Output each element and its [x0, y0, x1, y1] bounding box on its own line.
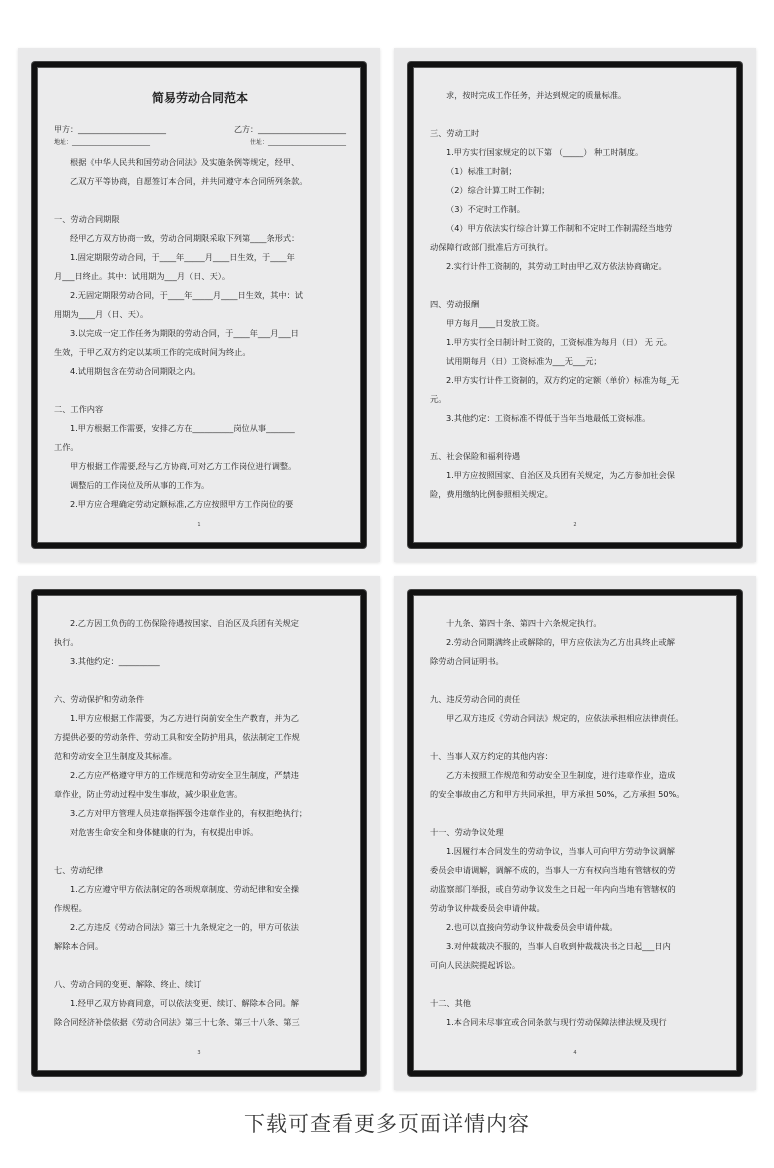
- text-line: 十九条、第四十条、第四十六条规定执行。: [446, 618, 602, 628]
- text-line: 除劳动合同证明书。: [430, 656, 504, 666]
- paragraph-gap: [430, 276, 722, 295]
- text-line: 1.本合同未尽事宜或合同条款与现行劳动保障法律法规及现行: [446, 1017, 667, 1027]
- text-line: 2.劳动合同期满终止或解除的，甲方应依法为乙方出具终止或解: [446, 637, 675, 647]
- text-line: 3.对仲裁裁决不服的，当事人自收到仲裁裁决书之日起___日内: [446, 941, 671, 951]
- paragraph-gap: [430, 804, 722, 823]
- page-content: [54, 86, 346, 514]
- document-title: 简易劳动合同范本: [151, 91, 248, 105]
- party-b-field: 乙方：______________________: [234, 125, 346, 134]
- text-line: 动保障行政部门批准后方可执行。: [430, 242, 553, 252]
- text-line: 3.其他约定：工资标准不得低于当年当地最低工资标准。: [446, 413, 651, 423]
- text-line: 甲方每月____日发放工资。: [446, 318, 545, 328]
- text-line: 范和劳动安全卫生制度及其标准。: [54, 751, 177, 761]
- text-line: 除合同经济补偿依据《劳动合同法》第三十七条、第三十八条、第三: [54, 1017, 300, 1027]
- page-content: [430, 86, 722, 504]
- text-line: 对危害生命安全和身体健康的行为，有权提出申诉。: [70, 827, 259, 837]
- section-heading: 一、劳动合同期限: [54, 214, 120, 224]
- text-line: 1.经甲乙双方协商同意，可以依法变更、续订、解除本合同。解: [70, 998, 299, 1008]
- section-heading: 十、当事人双方约定的其他内容：: [430, 751, 553, 761]
- text-line: 险，费用缴纳比例参照相关规定。: [430, 489, 553, 499]
- text-line: （4）甲方依法实行综合计算工作制和不定时工作制需经当地劳: [446, 223, 673, 233]
- text-line: 1.甲方根据工作需要，安排乙方在__________岗位从事_______: [70, 423, 295, 433]
- section-heading: 三、劳动工时: [430, 128, 480, 138]
- party-line: [54, 122, 346, 137]
- text-line: 方提供必要的劳动条件、劳动工具和安全防护用具，依法制定工作规: [54, 732, 300, 742]
- section-heading: 八、劳动合同的变更、解除、终止、续订: [54, 979, 202, 989]
- page-number: 4: [573, 1050, 577, 1056]
- text-line: 调整后的工作岗位及所从事的工作为。: [70, 480, 210, 490]
- text-line: 3.以完成一定工作任务为期限的劳动合同，于____年___月___日: [70, 328, 299, 338]
- text-line: 用期为____月（日、天）。: [54, 309, 149, 319]
- text-line: 试用期每月（日）工资标准为___无___元；: [446, 356, 602, 366]
- text-line: 根据《中华人民共和国劳动合同法》及实施条例等规定，经甲、: [70, 157, 300, 167]
- text-line: 1.甲方实行全日制计时工资的，工资标准为每月（日） 无 元。: [446, 337, 672, 347]
- address-b-field: 住址：__________________________: [249, 139, 346, 146]
- section-heading: 九、违反劳动合同的责任: [430, 694, 521, 704]
- section-heading: 五、社会保险和福利待遇: [430, 451, 521, 461]
- paragraph-gap: [54, 381, 346, 400]
- text-line: 2.乙方应严格遵守甲方的工作规范和劳动安全卫生制度，严禁违: [70, 770, 299, 780]
- text-line: 元。: [430, 394, 447, 404]
- paragraph-gap: [54, 956, 346, 975]
- address-line: [54, 137, 346, 149]
- text-line: 委员会申请调解，调解不成的，当事人一方有权向当地有管辖权的劳: [430, 865, 676, 875]
- text-lines: [54, 614, 346, 1032]
- paragraph-gap: [430, 671, 722, 690]
- text-line: 3.其他约定：__________: [70, 656, 160, 666]
- text-line: 2.无固定期限劳动合同，于____年_____月____日生效，其中：试: [70, 290, 303, 300]
- download-more-link[interactable]: 下载可查看更多页面详情内容: [244, 1112, 530, 1136]
- text-line: 章作业，防止劳动过程中发生事故，减少职业危害。: [54, 789, 243, 799]
- text-line: （2）综合计算工时工作制；: [446, 185, 550, 195]
- text-line: 1.甲方应按照国家、自治区及兵团有关规定，为乙方参加社会保: [446, 470, 675, 480]
- text-line: 乙双方平等协商，自愿签订本合同，并共同遵守本合同所列条款。: [70, 176, 308, 186]
- page-number: 2: [573, 522, 577, 528]
- text-line: 求，按时完成工作任务，并达到规定的质量标准。: [446, 90, 627, 100]
- document-page-4: [394, 576, 756, 1090]
- section-heading: 二、工作内容: [54, 404, 104, 414]
- paragraph-gap: [430, 975, 722, 994]
- text-line: 工作。: [54, 442, 79, 452]
- text-line: 1.固定期限劳动合同，于____年_____月____日生效，于____年: [70, 252, 295, 262]
- document-page-1: [18, 48, 380, 562]
- section-heading: 十二、其他: [430, 998, 471, 1008]
- text-line: 2.也可以直接向劳动争议仲裁委员会申请仲裁。: [446, 922, 618, 932]
- page-content: [430, 614, 722, 1032]
- text-line: （1）标准工时制；: [446, 166, 517, 176]
- paragraph-gap: [54, 671, 346, 690]
- text-line: 解除本合同。: [54, 941, 104, 951]
- text-lines: [430, 614, 722, 1032]
- text-line: 1.甲方实行国家规定的以下第 （_____） 种工时制度。: [446, 147, 644, 157]
- text-line: 作规程。: [54, 903, 87, 913]
- document-page-2: [394, 48, 756, 562]
- text-line: 生效，于甲乙双方约定以某项工作的完成时间为终止。: [54, 347, 251, 357]
- text-line: 4.试用期包含在劳动合同期限之内。: [70, 366, 201, 376]
- text-line: 执行。: [54, 637, 79, 647]
- section-heading: 七、劳动纪律: [54, 865, 104, 875]
- text-lines: [54, 153, 346, 514]
- text-lines: [430, 86, 722, 504]
- text-line: 1.甲方应根据工作需要，为乙方进行岗前安全生产教育，并为乙: [70, 713, 299, 723]
- paragraph-gap: [430, 428, 722, 447]
- text-line: 2.实行计件工资制的，其劳动工时由甲乙双方依法协商确定。: [446, 261, 667, 271]
- section-heading: 四、劳动报酬: [430, 299, 480, 309]
- text-line: 甲乙双方违反《劳动合同法》规定的，应依法承担相应法律责任。: [446, 713, 684, 723]
- paragraph-gap: [430, 728, 722, 747]
- paragraph-gap: [54, 842, 346, 861]
- text-line: 的安全事故由乙方和甲方共同承担，甲方承担 50%，乙方承担 50%。: [430, 789, 685, 799]
- text-line: 甲方根据工作需要,经与乙方协商,可对乙方工作岗位进行调整。: [70, 461, 297, 471]
- text-line: 1.因履行本合同发生的劳动争议，当事人可向甲方劳动争议调解: [446, 846, 675, 856]
- address-a-field: 地址：__________________________: [54, 139, 151, 146]
- section-heading: 十一、劳动争议处理: [430, 827, 504, 837]
- document-page-3: [18, 576, 380, 1090]
- paragraph-gap: [54, 191, 346, 210]
- text-line: 乙方未按照工作规范和劳动安全卫生制度，进行违章作业，造成: [446, 770, 676, 780]
- party-a-field: 甲方：______________________: [54, 125, 166, 134]
- page-number: 1: [197, 522, 201, 528]
- text-line: 月___日终止。其中：试用期为___月（日、天）。: [54, 271, 231, 281]
- text-line: 可向人民法院提起诉讼。: [430, 960, 521, 970]
- text-line: 动监察部门举报，或自劳动争议发生之日起一年内向当地有管辖权的: [430, 884, 676, 894]
- page-content: [54, 614, 346, 1032]
- text-line: 2.甲方应合理确定劳动定额标准,乙方应按照甲方工作岗位的要: [70, 499, 294, 509]
- text-line: 2.甲方实行计件工资制的，双方约定的定额（单价）标准为每_无: [446, 375, 679, 385]
- paragraph-gap: [430, 105, 722, 124]
- text-line: 劳动争议仲裁委员会申请仲裁。: [430, 903, 545, 913]
- page-number: 3: [197, 1050, 201, 1056]
- text-line: 1.乙方应遵守甲方依法制定的各项规章制度、劳动纪律和安全操: [70, 884, 299, 894]
- text-line: 2.乙方因工负伤的工伤保险待遇按国家、自治区及兵团有关规定: [70, 618, 299, 628]
- text-line: 2.乙方违反《劳动合同法》第三十九条规定之一的，甲方可依法: [70, 922, 299, 932]
- section-heading: 六、劳动保护和劳动条件: [54, 694, 145, 704]
- text-line: 经甲乙方双方协商一致，劳动合同期限采取下列第____条形式：: [70, 233, 300, 243]
- text-line: 3.乙方对甲方管理人员违章指挥强令违章作业的，有权拒绝执行；: [70, 808, 308, 818]
- text-line: （3）不定时工作制。: [446, 204, 525, 214]
